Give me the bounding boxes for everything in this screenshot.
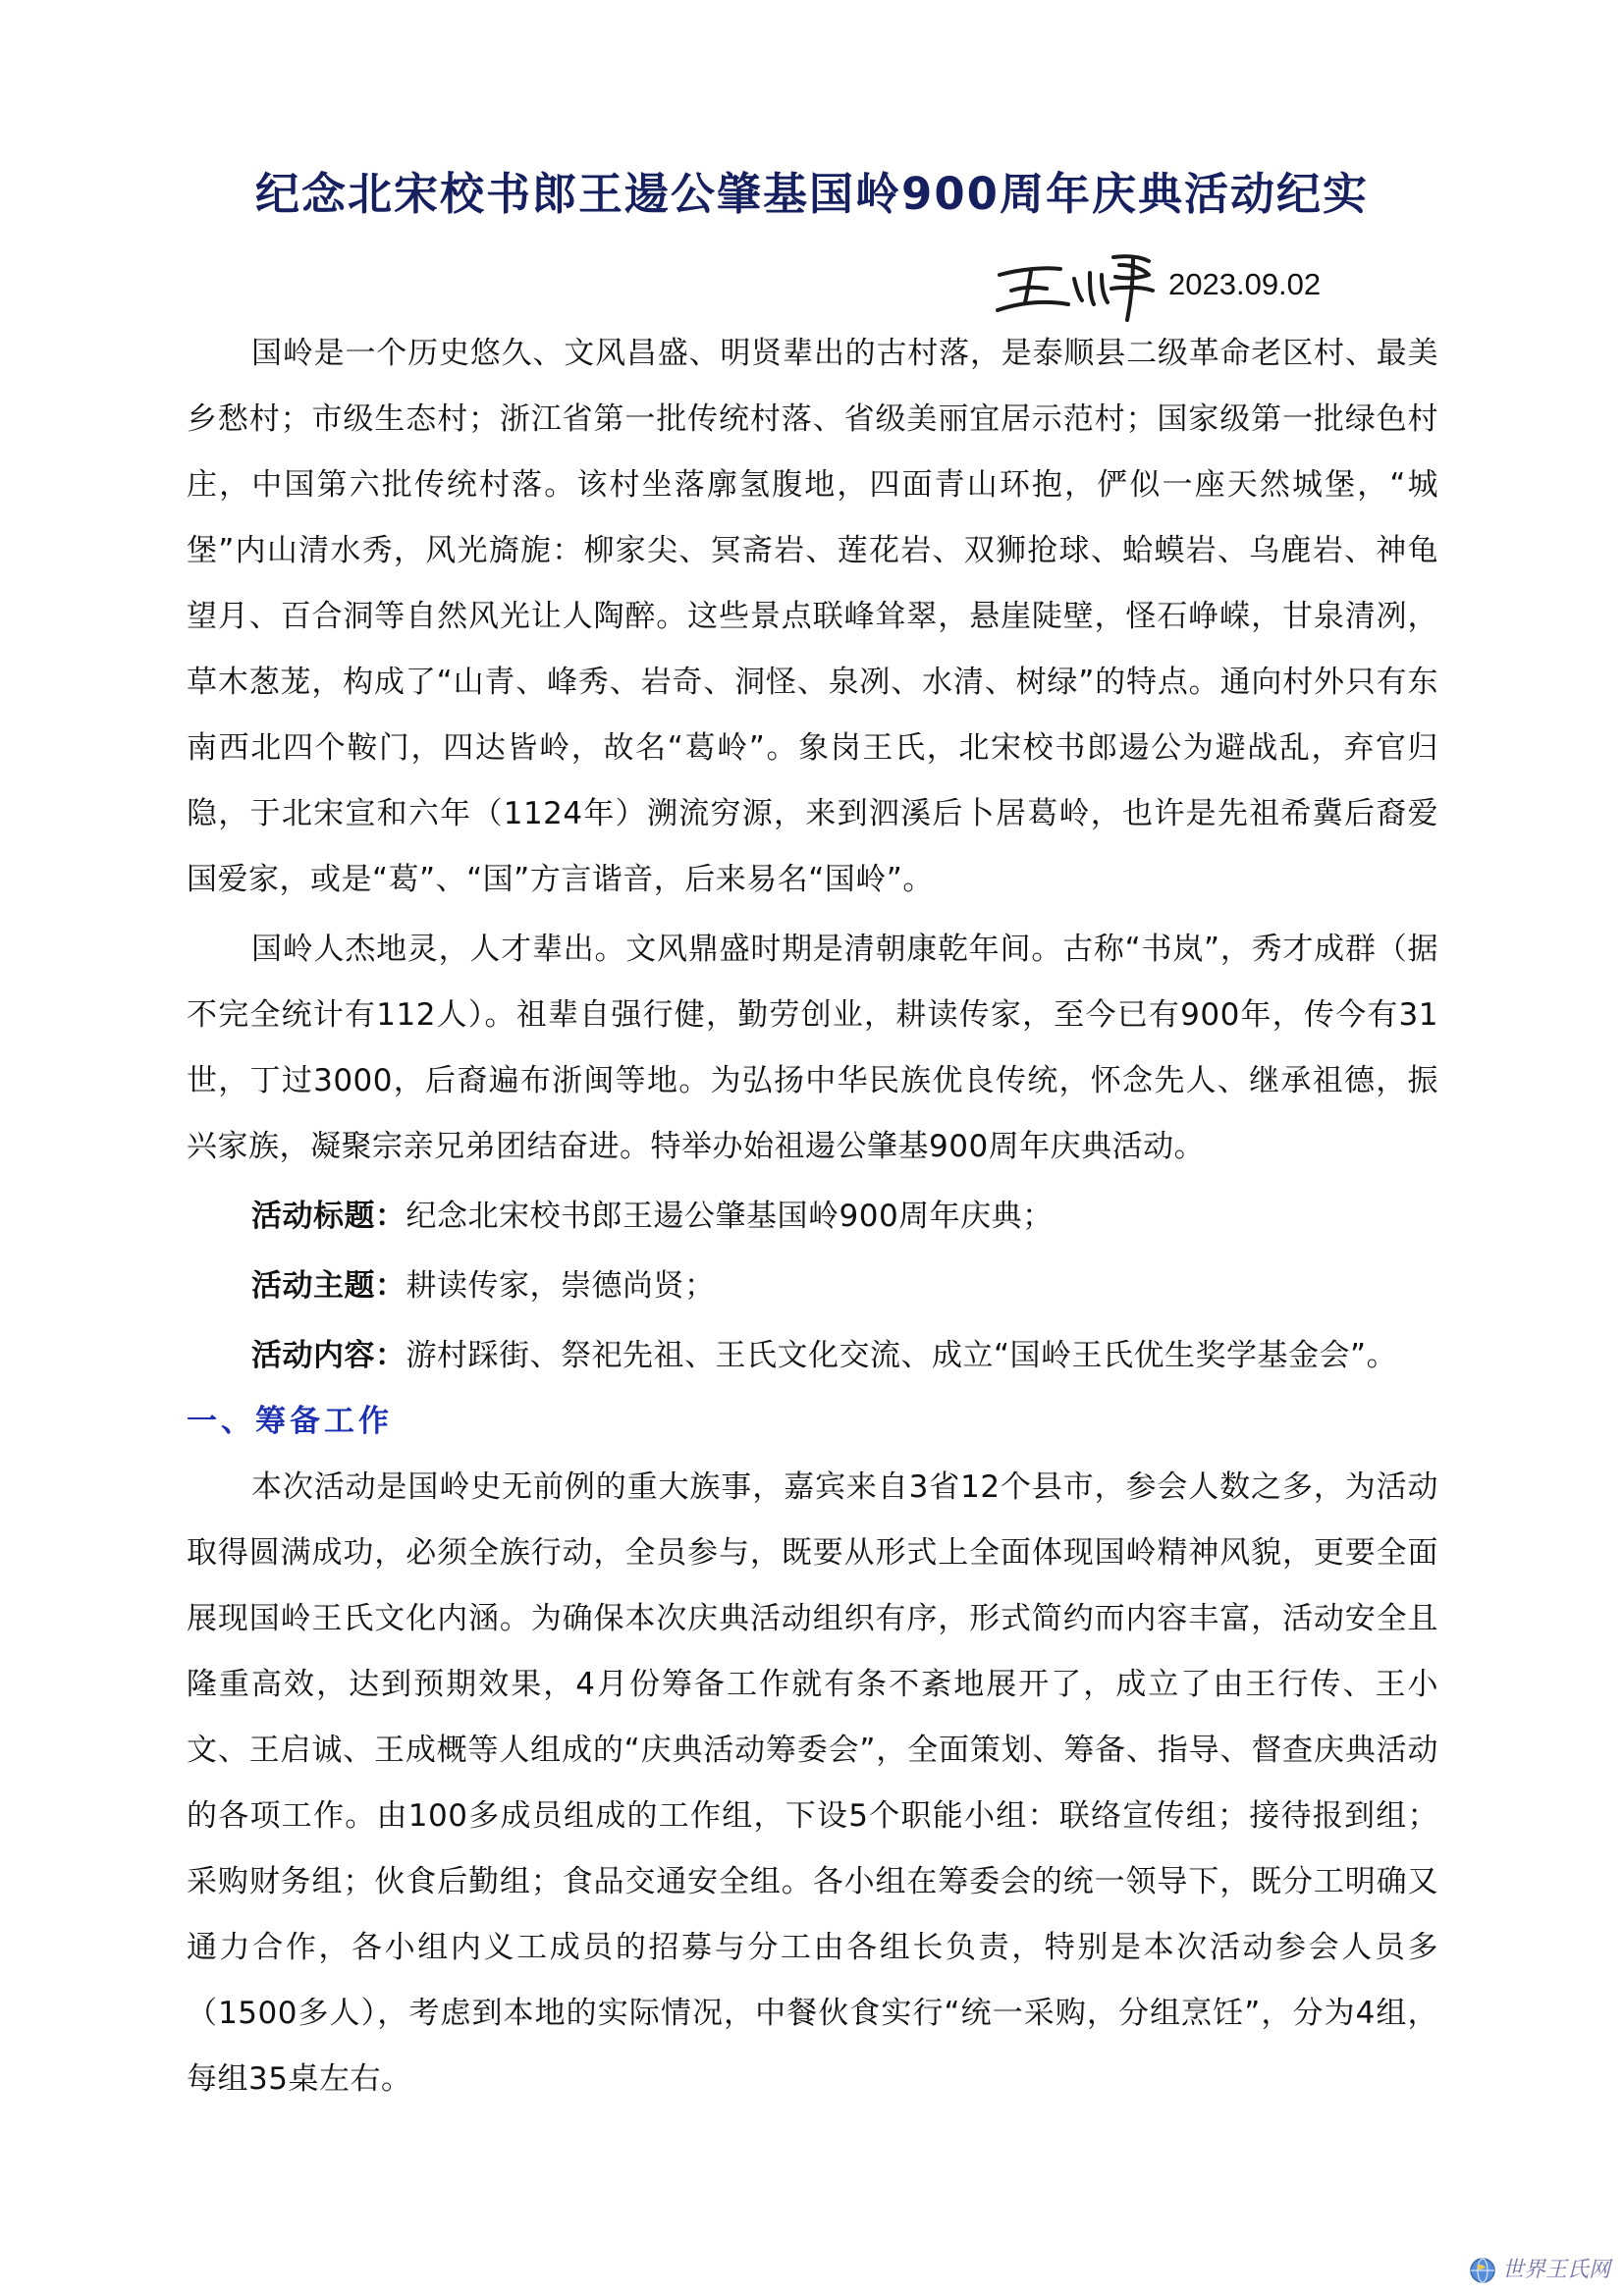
activity-title-value: 纪念北宋校书郎王逿公肇基国岭900周年庆典； xyxy=(406,1199,1054,1234)
page-title: 纪念北宋校书郎王逿公肇基国岭900周年庆典活动纪实 xyxy=(255,168,1369,220)
globe-icon xyxy=(1469,2257,1496,2284)
activity-theme-value: 耕读传家，崇德尚贤； xyxy=(406,1268,716,1304)
activity-title-label: 活动标题： xyxy=(251,1199,406,1234)
activity-theme-line xyxy=(187,1254,1438,1319)
section-heading-preparation: 一、筹备工作 xyxy=(187,1404,393,1439)
document-date: 2023.09.02 xyxy=(1168,267,1322,301)
activity-content-line xyxy=(187,1323,1438,1389)
paragraph-intro: 国岭是一个历史悠久、文风昌盛、明贤辈出的古村落，是泰顺县二级革命老区村、最美乡愁村；市级生态村；浙江省第一批传统村落、省级美丽宜居示范村；国家级第一批绿色村庄，中国第六批传统村落。该村坐落廓氢腹地，四面青山环抱，俨似一座天然城堡，“城堡”内山清水秀，风光旖旎：柳家尖、冥斋岩、莲花岩、双狮抢球、蛤蟆岩、乌鹿岩、神龟望月、百合洞等自然风光让人陶醉。这些景点联峰耸翠，悬崖陡壁，怪石峥嵘，甘泉清冽，草木葱茏，构成了“山青、峰秀、岩奇、洞怪、泉冽、水清、树绿”的特点。通向村外只有东南西北四个鞍门，四达皆岭，故名“葛岭”。象岗王氏，北宋校书郎逿公为避战乱，弃官归隐，于北宋宣和六年（1124年）溯流穷源，来到泗溪后卜居葛岭，也许是先祖希冀后裔爱国爱家，或是“葛”、“国”方言谐音，后来易名“国岭”。 xyxy=(187,336,1438,897)
article-body xyxy=(187,321,1438,2112)
paragraph-preparation: 本次活动是国岭史无前例的重大族事，嘉宾来自3省12个县市，参会人数之多，为活动取得圆满成功，必须全族行动，全员参与，既要从形式上全面体现国岭精神风貌，更要全面展现国岭王氏文化内涵。为确保本次庆典活动组织有序，形式简约而内容丰富，活动安全且隆重高效，达到预期效果，4月份筹备工作就有条不紊地展开了，成立了由王行传、王小文、王启诚、王成概等人组成的“庆典活动筹委会”，全面策划、筹备、指导、督查庆典活动的各项工作。由100多成员组成的工作组，下设5个职能小组：联络宣传组；接待报到组；采购财务组；伙食后勤组；食品交通安全组。各小组在筹委会的统一领导下，既分工明确又通力合作，各小组内义工成员的招募与分工由各组长负责，特别是本次活动参会人员多（1500多人），考虑到本地的实际情况，中餐伙食实行“统一采购，分组烹饪”，分为4组，每组35桌左右。 xyxy=(187,1469,1438,2097)
watermark-text-block xyxy=(1502,2259,1610,2282)
activity-content-label: 活动内容： xyxy=(251,1338,406,1373)
byline xyxy=(992,245,1321,324)
handwritten-signature xyxy=(992,245,1159,324)
watermark xyxy=(1469,2257,1610,2284)
activity-title-line xyxy=(187,1184,1438,1250)
paragraph-history: 国岭人杰地灵，人才辈出。文风鼎盛时期是清朝康乾年间。古称“书岚”，秀才成群（据不完全统计有112人）。祖辈自强行健，勤劳创业，耕读传家，至今已有900年，传今有31世，丁过3000，后裔遍布浙闽等地。为弘扬中华民族优良传统，怀念先人、继承祖德，振兴家族，凝聚宗亲兄弟团结奋进。特举办始祖逿公肇基900周年庆典活动。 xyxy=(187,932,1438,1164)
activity-theme-label: 活动主题： xyxy=(251,1268,406,1304)
activity-content-value: 游村踩街、祭祀先祖、王氏文化交流、成立“国岭王氏优生奖学基金会”。 xyxy=(406,1338,1398,1373)
watermark-text: 世界王氏网 xyxy=(1501,2258,1610,2282)
